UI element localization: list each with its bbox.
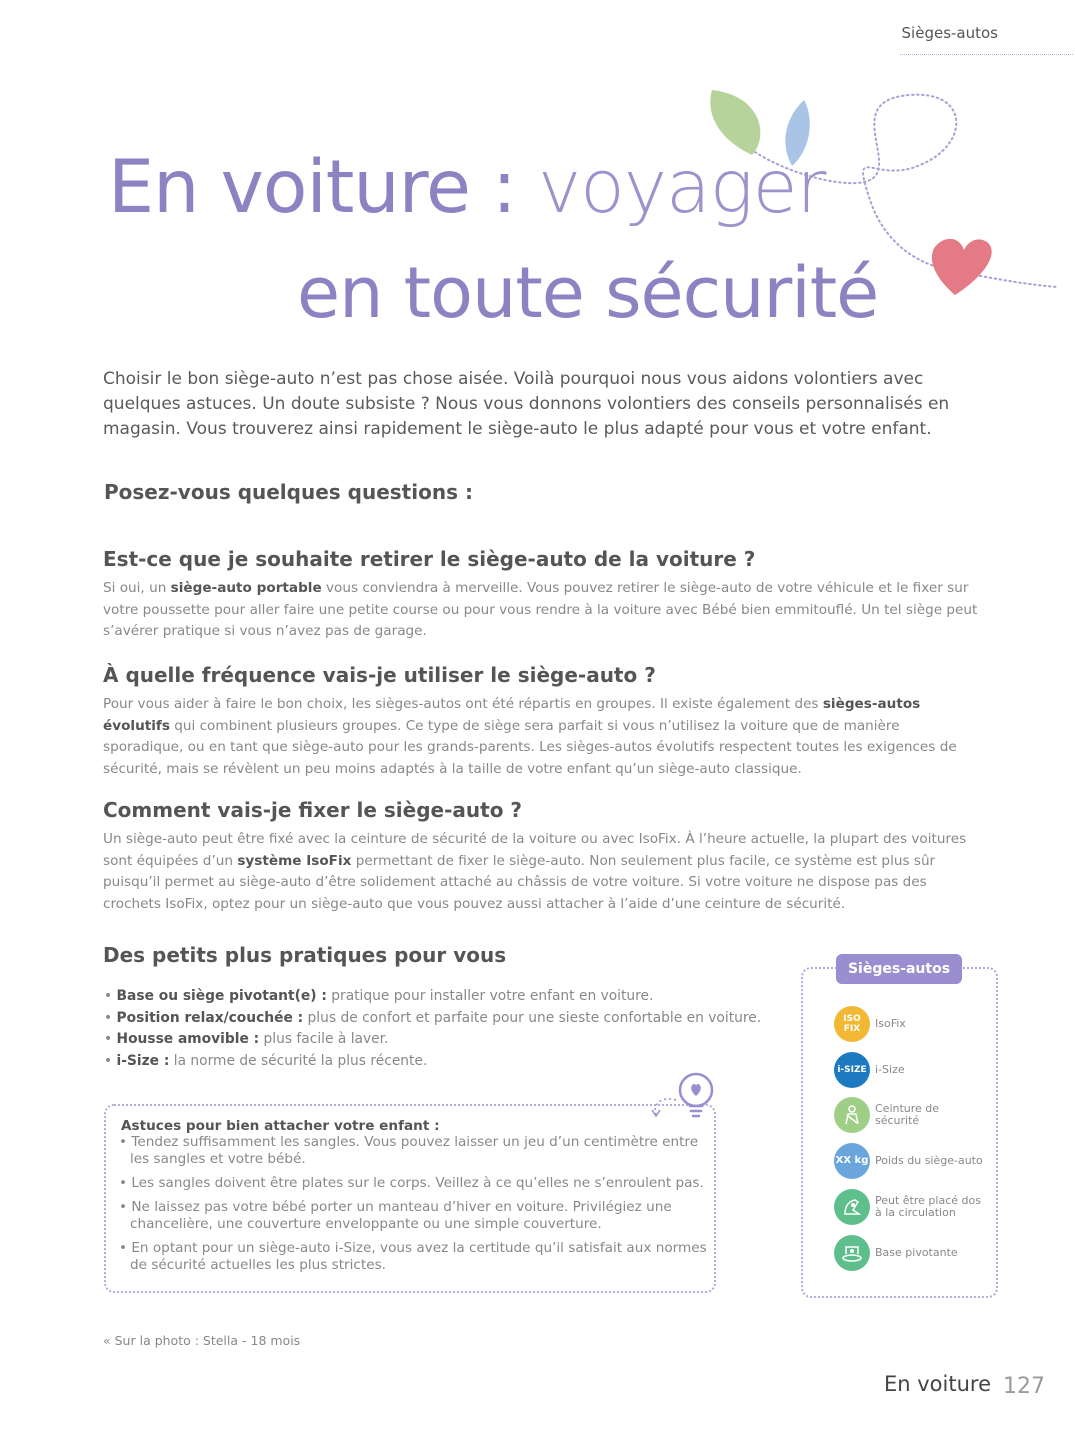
q3-pre: Un siège-auto peut être fixé avec la ceinture de sécurité de la voiture ou avec IsoFix. À l’heure actuelle, la plupart des voitures sont équipées d’un — [103, 831, 967, 869]
q2-pre: Pour vous aider à faire le bon choix, les sièges-autos ont été répartis en groupes. Il existe également des — [103, 696, 823, 712]
q1-pre: Si oui, un — [103, 580, 171, 596]
q2-heading: À quelle fréquence vais-je utiliser le siège-auto ? — [103, 663, 656, 687]
isize-icon: i-SIZE — [834, 1052, 870, 1088]
swivel-base-icon — [834, 1235, 870, 1271]
seatbelt-icon — [834, 1097, 870, 1133]
lightbulb-icon — [640, 1070, 720, 1130]
plus-item-text: la norme de sécurité la plus récente. — [169, 1053, 428, 1070]
weight-icon: XX kg — [834, 1143, 870, 1179]
q2-bold: sièges-autos évolutifs — [103, 696, 921, 734]
legend-label: Base pivotante — [875, 1245, 958, 1259]
q1-heading: Est-ce que je souhaite retirer le siège-auto de la voiture ? — [103, 547, 756, 571]
plus-heading: Des petits plus pratiques pour vous — [103, 943, 507, 967]
list-item: • Les sangles doivent être plates sur le corps. Veillez à ce qu’elles ne s’enroulent pas. — [119, 1175, 704, 1191]
list-item: • Housse amovible : plus facile à laver. — [104, 1031, 389, 1048]
plus-item-bold: Base ou siège pivotant(e) : — [116, 988, 327, 1004]
plus-item-bold: Housse amovible : — [116, 1031, 260, 1048]
legend-title: Sièges-autos — [836, 954, 962, 984]
photo-caption: « Sur la photo : Stella - 18 mois — [103, 1333, 301, 1348]
title-part2: voyager — [537, 145, 826, 230]
q3-post: permettant de fixer le siège-auto. Non seulement plus facile, ce système est plus sûr puisqu’il permet au siège-auto d’être solidement attaché au châssis de votre voiture. Si votre voiture ne dispose pas des crochets IsoFix, optez pour un siège-auto que vous pouvez aussi attacher à l’aide d’une ceinture de sécurité. — [103, 852, 936, 913]
section-tag: Sièges-autos — [901, 24, 998, 42]
list-item: • Base ou siège pivotant(e) : pratique pour installer votre enfant en voiture. — [104, 988, 654, 1004]
q2-post: qui combinent plusieurs groupes. Ce type de siège sera parfait si vous n’utilisez la voiture que de manière sporadique, ou en tant que siège-auto pour les grands-parents. Les sièges-autos évolutifs respectent toutes les exigences de sécurité, mais se révèlent un peu moins adaptés à la taille de votre enfant qu’un siège-auto classique. — [103, 717, 957, 778]
legend-item-weight — [834, 1143, 994, 1179]
legend-item-isize — [834, 1052, 994, 1088]
plus-item-text: pratique pour installer votre enfant en voiture. — [326, 988, 654, 1004]
q3-paragraph — [103, 829, 983, 916]
q3-bold: système IsoFix — [237, 852, 352, 869]
list-item: • Tendez suffisamment les sangles. Vous pouvez laisser un jeu d’un centimètre entre les sangles et votre bébé. — [119, 1134, 699, 1167]
q1-paragraph — [103, 578, 983, 643]
list-item: • En optant pour un siège-auto i-Size, vous avez la certitude qu’il satisfait aux normes de sécurité actuelles les plus strictes. — [119, 1240, 707, 1273]
tips-list — [119, 1134, 709, 1281]
tip-text: En optant pour un siège-auto i-Size, vous avez la certitude qu’il satisfait aux normes de sécurité actuelles les plus strictes. — [130, 1240, 707, 1273]
plus-item-text: plus facile à laver. — [259, 1031, 389, 1048]
heart-icon — [932, 239, 992, 295]
tip-text: Les sangles doivent être plates sur le corps. Veillez à ce qu’elles ne s’enroulent pas. — [131, 1175, 704, 1191]
q1-bold: siège-auto portable — [170, 580, 322, 596]
tip-text: Ne laissez pas votre bébé porter un manteau d’hiver en voiture. Privilégiez une chancelière, une couverture enveloppante ou une simple couverture. — [130, 1199, 672, 1232]
tips-title: Astuces pour bien attacher votre enfant : — [121, 1118, 440, 1134]
legend-item-isofix — [834, 1006, 994, 1042]
questions-heading: Posez-vous quelques questions : — [104, 480, 473, 504]
plus-list — [104, 986, 761, 1073]
q1-post: vous conviendra à merveille. Vous pouvez retirer le siège-auto de votre véhicule et le fixer sur votre poussette pour aller faire une petite course ou pour vous rendre à la voiture avec Bébé bien emmitouflé. Un tel siège peut s’avérer pratique si vous n’avez pas de garage. — [103, 580, 978, 640]
list-item: • Position relax/couchée : plus de confort et parfaite pour une sieste confortable en voiture. — [104, 1009, 762, 1026]
isofix-icon: ISO FIX — [834, 1006, 870, 1042]
section-rule — [900, 54, 1073, 55]
page-title-line1 — [108, 145, 826, 230]
q2-paragraph — [103, 694, 983, 781]
plus-item-bold: i-Size : — [116, 1053, 170, 1070]
legend-label: IsoFix — [875, 1016, 906, 1030]
list-item: • i-Size : la norme de sécurité la plus récente. — [104, 1053, 428, 1070]
legend-label: Poids du siège-auto — [875, 1153, 983, 1167]
legend-label: Ceinture de sécurité — [875, 1101, 940, 1127]
intro-paragraph: Choisir le bon siège-auto n’est pas chose aisée. Voilà pourquoi nous vous aidons volontiers avec quelques astuces. Un doute subsiste ? Nous vous donnons volontiers des conseils personnalisés en magasin. Vous trouverez ainsi rapidement le siège-auto le plus adapté pour vous et votre enfant. — [103, 369, 950, 439]
legend-item-swivel — [834, 1235, 994, 1271]
footer-section-label: En voiture — [884, 1372, 991, 1396]
title-part1: En voiture : — [108, 145, 538, 230]
q3-heading: Comment vais-je fixer le siège-auto ? — [103, 798, 523, 822]
page-number: 127 — [1003, 1374, 1045, 1399]
plus-item-bold: Position relax/couchée : — [116, 1009, 304, 1026]
tip-text: Tendez suffisamment les sangles. Vous pouvez laisser un jeu d’un centimètre entre les sangles et votre bébé. — [130, 1134, 699, 1167]
page-title-line2: en toute sécurité — [297, 252, 879, 334]
rear-facing-icon — [834, 1189, 870, 1225]
legend-label: Peut être placé dos à la circulation — [875, 1193, 981, 1219]
tips-box — [104, 1104, 716, 1293]
legend-item-seatbelt — [834, 1097, 994, 1133]
legend-label: i-Size — [875, 1062, 905, 1076]
list-item: • Ne laissez pas votre bébé porter un manteau d’hiver en voiture. Privilégiez une chancelière, une couverture enveloppante ou une simple couverture. — [119, 1199, 672, 1232]
legend-item-rear-facing — [834, 1189, 994, 1225]
plus-item-text: plus de confort et parfaite pour une sieste confortable en voiture. — [303, 1009, 762, 1026]
